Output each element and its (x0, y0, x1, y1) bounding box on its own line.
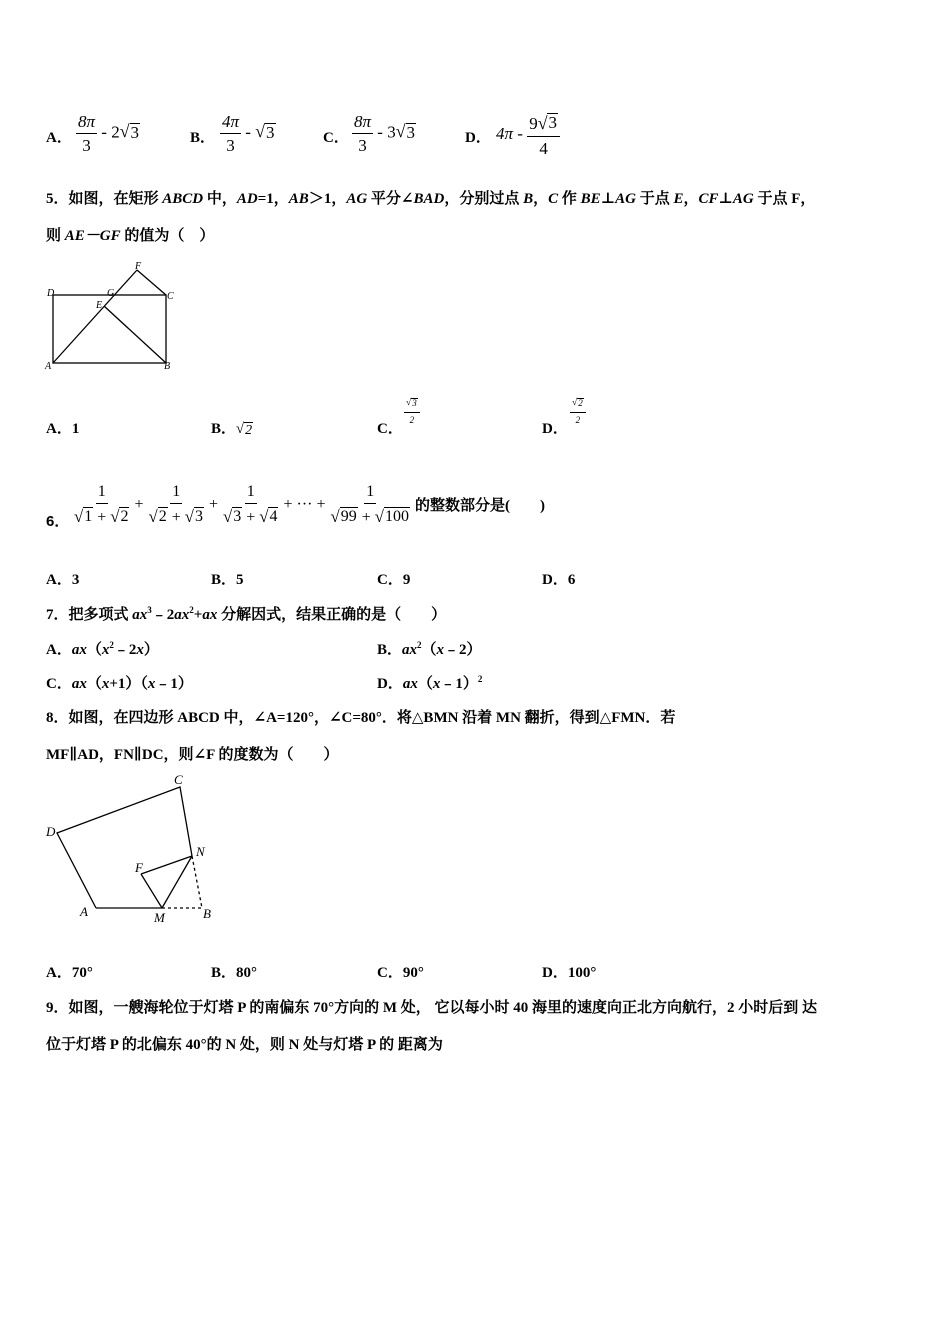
q8-label-b: B (203, 906, 211, 921)
q7-stem: 7．把多项式 $ax^3﹣2ax^2+ax$ 分解因式，结果正确的是（ ） (46, 605, 447, 623)
q8-option-c: C．90° (377, 965, 424, 981)
q4-a-rad: 3 (130, 122, 139, 142)
q5-line-af (53, 270, 137, 363)
q5-label-b: B (164, 361, 171, 372)
q6-number: 6． (46, 513, 70, 530)
q7-option-b: B．$ax^2(x﹣2)$ (377, 640, 482, 658)
q4-b-coef: - (245, 122, 251, 142)
q4-option-c-letter: C． (323, 130, 349, 146)
q8-line-nb (192, 856, 202, 908)
q9-stem-line2: 位于灯塔 P 的北偏东 40°的 N 处，则 N 处与灯塔 P 的 距离为 (46, 1037, 443, 1053)
q6-option-c: C．9 (377, 572, 411, 588)
q6-term-3: 1 √ 3 + √ 4 (223, 483, 278, 526)
q8-stem-line2: MF∥AD，FN∥DC，则∠F 的度数为（ ） (46, 747, 339, 763)
q6-term-last: 1 √ 99 + √ 100 (330, 483, 409, 526)
q4-c-den: 3 (358, 136, 367, 155)
q8-label-n: N (196, 844, 205, 859)
q4-d-num-rad: 3 (548, 113, 557, 132)
q8-line-mf (141, 874, 162, 908)
q8-option-a: A．70° (46, 965, 93, 981)
q8-label-f: F (135, 860, 143, 875)
q4-c-coef: - 3 (377, 122, 396, 142)
q5-stem-line2: 则 AE－GF 的值为（ ） (46, 228, 215, 244)
q8-stem-line1: 8．如图，在四边形 ABCD 中，∠A=120°，∠C=80°．将△BMN 沿着 MN 翻折，得到△FMN．若 (46, 710, 676, 726)
q8-option-d: D．100° (542, 965, 597, 981)
q6-suffix: 的整数部分是( ) (414, 498, 545, 515)
q6-option-d: D．6 (542, 572, 576, 588)
q4-d-den: 4 (539, 138, 548, 158)
q4-a-den: 3 (82, 136, 91, 155)
q8-line-mn (162, 856, 192, 908)
q4-b-num: 4π (220, 113, 241, 134)
q8-label-a: A (80, 904, 88, 919)
q4-d-lead: 4π - (496, 123, 523, 143)
q4-c-num: 8π (352, 113, 373, 134)
q4-option-a-expr: $\frac{8\pi}{3}$ - 2 √ 3 (78, 112, 139, 155)
q5-label-d: D (47, 288, 55, 299)
q5-option-d-letter: D． (542, 421, 568, 437)
q6-dots: + ··· + (283, 495, 326, 513)
q5-line-fc (137, 270, 166, 295)
q5-figure-rectangle (40, 258, 190, 373)
q7-option-d: D．ax（x﹣1）$^2$ (377, 674, 483, 692)
q4-c-rad: 3 (406, 122, 415, 142)
q6-term-2: 1 √ 2 + √ 3 (148, 483, 203, 526)
q8-option-b: B．80° (211, 965, 258, 981)
q6-term-1: 1 √ 1 + √ 2 (74, 483, 129, 526)
q4-b-den: 3 (226, 136, 235, 155)
q8-label-c: C (174, 772, 183, 787)
q4-a-num: 8π (76, 113, 97, 134)
q4-option-d-expr: 4π - 9 √ 3 4 (496, 113, 560, 157)
q6-expression (72, 484, 545, 526)
q6-option-a: A．3 (46, 572, 80, 588)
q4-a-coef: - 2 (101, 122, 120, 142)
q9-stem-line1: 9．如图，一艘海轮位于灯塔 P 的南偏东 70°方向的 M 处， 它以每小时 40 海里的速度向正北方向航行，2 小时后到 达 (46, 1000, 817, 1016)
q8-label-m: M (154, 910, 165, 925)
q4-option-c-expr: $\frac{8\pi}{3}$ - 3 √ 3 (354, 112, 415, 155)
q5-label-a: A (45, 361, 52, 372)
q4-option-b-letter: B． (190, 130, 216, 146)
q8-figure-quadrilateral (40, 770, 225, 930)
q4-option-d-letter: D． (465, 130, 491, 146)
q5-option-a: A．1 (46, 421, 80, 437)
q5-line-eb (104, 306, 166, 363)
q4-b-rad: 3 (266, 122, 275, 142)
q5-option-b: B． √ 2 (211, 421, 253, 438)
q8-line-fn (141, 856, 192, 874)
q6-plus-2: + (208, 495, 218, 513)
q5-label-c: C (167, 291, 174, 302)
q6-plus-1: + (134, 495, 144, 513)
q4-d-num-coef: 9 (529, 113, 538, 133)
q5-rect-abcd (53, 295, 166, 363)
q7-option-a: A．$ax(x^2﹣2x)$ (46, 640, 159, 658)
q4-option-b-expr: $\frac{4\pi}{3}$ - √ 3 (222, 112, 275, 155)
q5-option-c-letter: C． (377, 421, 403, 437)
q4-option-a-letter: A． (46, 130, 72, 146)
q7-option-c: C．ax（x+1）（x﹣1） (46, 676, 193, 692)
q5-option-c-frac: √ 3 2 (404, 398, 420, 425)
q5-stem-line1: 5．如图，在矩形 ABCD 中，AD=1，AB＞1，AG 平分∠BAD，分别过点 B，C 作 BE⊥AG 于点 E，CF⊥AG 于点 F， (46, 191, 816, 207)
q5-label-f: F (135, 261, 142, 272)
q5-label-g: G (107, 288, 115, 299)
q5-option-d-frac: √ 2 2 (570, 398, 586, 425)
q8-label-d: D (46, 824, 56, 839)
q5-label-e: E (96, 300, 103, 311)
q6-option-b: B．5 (211, 572, 244, 588)
